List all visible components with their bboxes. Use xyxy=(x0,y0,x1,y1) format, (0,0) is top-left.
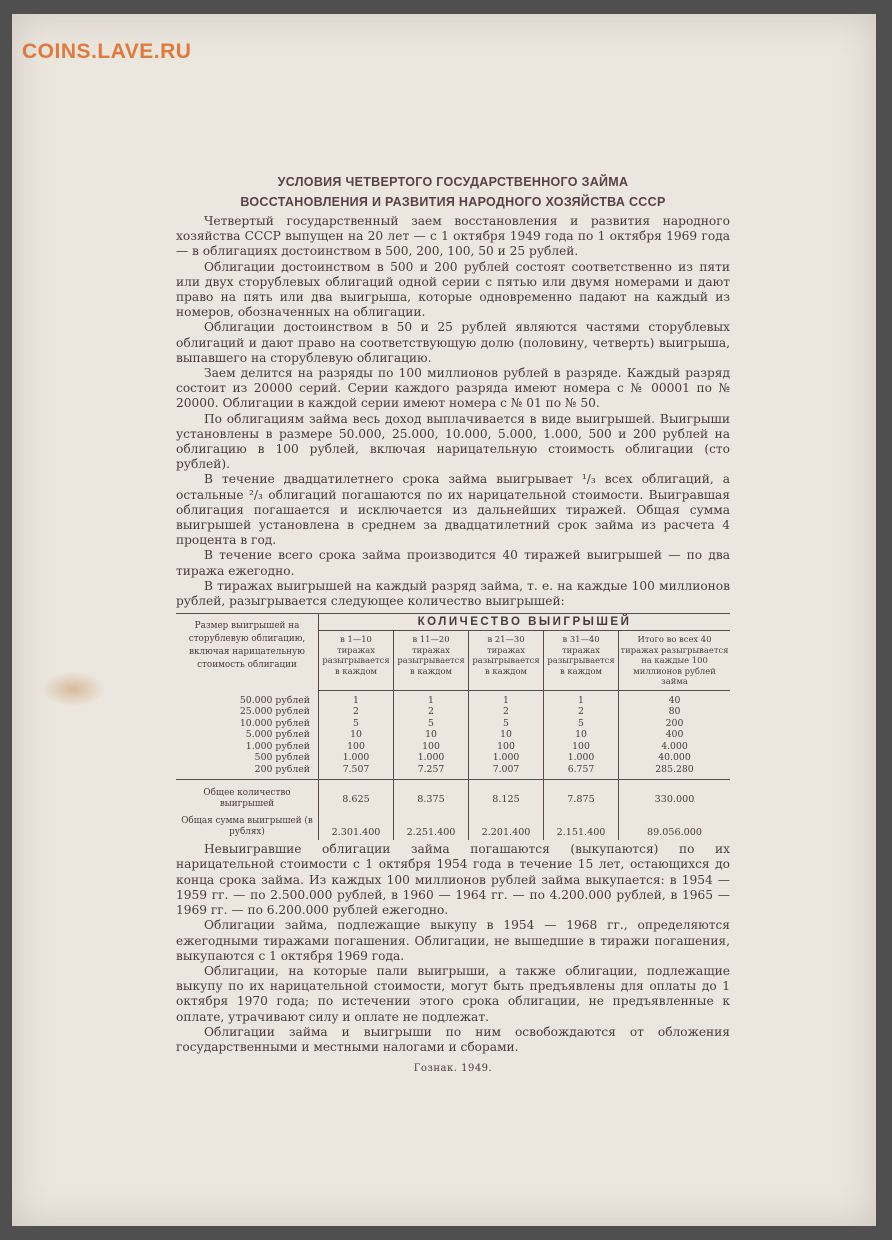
table-cell: 1.000 xyxy=(394,752,469,764)
table-cell: 5 xyxy=(394,718,469,730)
table-row xyxy=(176,764,730,780)
table-cell: 10 xyxy=(394,729,469,741)
total-sum-label: Общая сумма выигрышей (в рублях) xyxy=(181,816,313,838)
table-cell: 1.000 xyxy=(319,752,394,764)
table-cell: 40 xyxy=(619,695,731,707)
paragraph: В течение двадцатилетнего срока займа выигрывает ¹/₃ всех облигаций, а остальные ²/₃ облигаций погашаются по их нарицательной стоимости. Выигравшая облигация погашается и исключается из дальнейших тиражей. Общая сумма выигрышей установлена в среднем за двадцатилетний срок займа из расчета 4 процента в год. xyxy=(176,472,730,548)
total-count-label: Общее количество выигрышей xyxy=(176,780,319,815)
paragraph: Четвертый государственный заем восстановления и развития народного хозяйства СССР выпущен на 20 лет — с 1 октября 1949 года по 1 октября 1969 года — в облигациях достоинством в 500, 200, 100, 50 и 25 рублей. xyxy=(176,214,730,259)
row-label: 25.000 рублей xyxy=(239,706,310,718)
table-row xyxy=(176,695,730,707)
table-cell: 285.280 xyxy=(619,764,731,780)
paragraph: Облигации достоинством в 500 и 200 рублей состоят соответственно из пяти или двух сторублевых облигаций одной серии с пятью или двумя номерами и дают право на пять или два выигрыша, которые одновременно падают на каждый из номеров, обозначенных на облигации. xyxy=(176,259,730,320)
table-cell: 1 xyxy=(319,695,394,707)
table-cell: 5 xyxy=(544,718,619,730)
table-cell: 100 xyxy=(319,741,394,753)
table-row xyxy=(176,718,730,730)
paragraph: Облигации займа, подлежащие выкупу в 1954 — 1968 гг., определяются ежегодными тиражами погашения. Облигации, не вышедшие в тиражи погашения, выкупаются с 1 октября 1969 года. xyxy=(176,918,730,963)
table-cell: 10 xyxy=(544,729,619,741)
printer-imprint: Гознак. 1949. xyxy=(413,1063,493,1075)
table-cell: 7.257 xyxy=(394,764,469,780)
title-line-1: УСЛОВИЯ ЧЕТВЕРТОГО ГОСУДАРСТВЕННОГО ЗАЙМА xyxy=(277,175,629,189)
document-title xyxy=(176,172,730,212)
table-cell: 400 xyxy=(619,729,731,741)
row-label: 50.000 рублей xyxy=(239,694,310,706)
table-cell: 8.625 xyxy=(319,780,394,815)
paragraph: В тиражах выигрышей на каждый разряд займа, т. е. на каждые 100 миллионов рублей, разыгрывается следующее количество выигрышей: xyxy=(176,578,730,609)
paragraph: Облигации достоинством в 50 и 25 рублей являются частями сторублевых облигаций и дают право на соответствующую долю (половину, четверть) выигрыша, выпавшего на сторублевую облигацию. xyxy=(176,320,730,365)
paragraphs-bottom xyxy=(176,842,730,1055)
table-cell: 2 xyxy=(469,706,544,718)
table-cell: 100 xyxy=(394,741,469,753)
paragraph: Невыигравшие облигации займа погашаются (выкупаются) по их нарицательной стоимости с 1 октября 1954 года в течение 15 лет, остающихся до конца срока займа. Из каждых 100 миллионов рублей займа выкупается: в 1954 — 1959 гг. — по 2.500.000 рублей, в 1960 — 1964 гг. — по 4.200.000 рублей, в 1965 — 1969 гг. — по 6.200.000 рублей ежегодно. xyxy=(176,842,730,918)
table-cell: 89.056.000 xyxy=(619,814,731,840)
total-count-row xyxy=(176,780,730,815)
table-row xyxy=(176,729,730,741)
paragraph: Облигации займа и выигрыши по ним освобождаются от обложения государственными и местными налогами и сборами. xyxy=(176,1024,730,1054)
table-cell: 7.875 xyxy=(544,780,619,815)
paragraphs-top xyxy=(176,214,730,609)
winnings-table xyxy=(176,613,730,840)
row-label: 10.000 рублей xyxy=(239,717,310,729)
table-row xyxy=(176,706,730,718)
table-cell: 1.000 xyxy=(544,752,619,764)
table-cell: 2 xyxy=(394,706,469,718)
row-label: 200 рублей xyxy=(254,763,310,775)
column-header: в 31—40 тиражах разыгрывается в каждом xyxy=(544,631,619,691)
table-row xyxy=(176,752,730,764)
table-cell: 6.757 xyxy=(544,764,619,780)
row-label: 500 рублей xyxy=(254,752,310,764)
table-cell: 5 xyxy=(319,718,394,730)
table-cell: 2 xyxy=(544,706,619,718)
table-cell: 2 xyxy=(319,706,394,718)
table-cell: 1 xyxy=(544,695,619,707)
table-cell: 330.000 xyxy=(619,780,731,815)
table-cell: 80 xyxy=(619,706,731,718)
column-header: в 21—30 тиражах разыгрывается в каждом xyxy=(469,631,544,691)
table-cell: 1 xyxy=(394,695,469,707)
column-header: в 11—20 тиражах разыгрывается в каждом xyxy=(394,631,469,691)
table-cell: 2.251.400 xyxy=(394,814,469,840)
watermark-text: COINS.LAVE.RU xyxy=(22,40,192,63)
paragraph: В течение всего срока займа производится 40 тиражей выигрышей — по два тиража ежегодно. xyxy=(176,548,730,578)
table-row xyxy=(176,741,730,753)
table-cell: 2.151.400 xyxy=(544,814,619,840)
table-cell: 2.301.400 xyxy=(319,814,394,840)
table-cell: 4.000 xyxy=(619,741,731,753)
table-cell: 8.125 xyxy=(469,780,544,815)
table-cell: 40.000 xyxy=(619,752,731,764)
paragraph: Облигации, на которые пали выигрыши, а также облигации, подлежащие выкупу по их нарицательной стоимости, могут быть предъявлены для оплаты до 1 октября 1970 года; по истечении этого срока облигации, не предъявленные к оплате, утрачивают силу и оплате не подлежат. xyxy=(176,963,730,1024)
table-cell: 100 xyxy=(544,741,619,753)
paragraph: Заем делится на разряды по 100 миллионов рублей в разряде. Каждый разряд состоит из 20000 серий. Серии каждого разряда имеют номера с № 00001 по № 20000. Облигации в каждой серии имеют номера с № 01 по № 50. xyxy=(176,366,730,411)
row-label: 5.000 рублей xyxy=(245,729,310,741)
table-cell: 7.507 xyxy=(319,764,394,780)
row-label: 1.000 рублей xyxy=(245,740,310,752)
document-content xyxy=(176,172,730,1074)
paper-stain xyxy=(42,672,104,706)
table-cell: 100 xyxy=(469,741,544,753)
table-cell: 1.000 xyxy=(469,752,544,764)
column-header: Итого во всех 40 тиражах разыгрывается на каждые 100 миллионов рублей займа xyxy=(619,631,731,691)
table-cell: 7.007 xyxy=(469,764,544,780)
table-cell: 10 xyxy=(319,729,394,741)
table-cell: 2.201.400 xyxy=(469,814,544,840)
column-header: в 1—10 тиражах разыгрывается в каждом xyxy=(319,631,394,691)
table-cell: 10 xyxy=(469,729,544,741)
table-header-size: Размер выигрышей на сторублевую облигацию, включая нарицательную стоимость облигации xyxy=(176,614,319,691)
table-cell: 1 xyxy=(469,695,544,707)
table-cell: 200 xyxy=(619,718,731,730)
table-cell: 8.375 xyxy=(394,780,469,815)
title-line-2: ВОССТАНОВЛЕНИЯ И РАЗВИТИЯ НАРОДНОГО ХОЗЯЙСТВА СССР xyxy=(240,195,666,209)
paragraph: По облигациям займа весь доход выплачивается в виде выигрышей. Выигрыши установлены в размере 50.000, 25.000, 10.000, 5.000, 1.000, 500 и 200 рублей на облигацию в 100 рублей, включая нарицательную стоимость облигации (сто рублей). xyxy=(176,411,730,472)
total-sum-row xyxy=(176,814,730,840)
table-header-quantity: КОЛИЧЕСТВО ВЫИГРЫШЕЙ xyxy=(319,614,731,631)
table-cell: 5 xyxy=(469,718,544,730)
